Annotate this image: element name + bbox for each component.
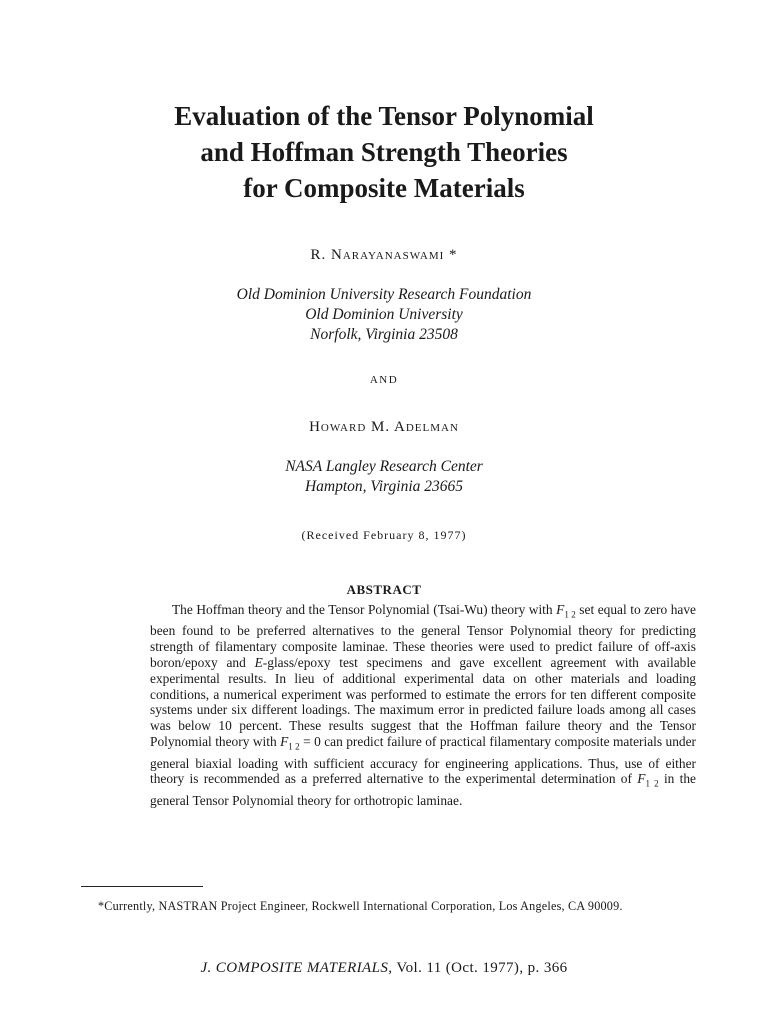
- abstract-text: set equal to zero have been found to be preferred alternatives to the general Tensor Polynomial theory for predicting strength of filamentary composite laminae. These theories were used to predict failure of off-axis boron/epoxy and: [150, 602, 697, 671]
- affiliation-line: Norfolk, Virginia 23508: [310, 326, 458, 343]
- abstract-text: The Hoffman theory and the Tensor Polynomial (Tsai-Wu) theory with: [172, 602, 553, 617]
- affiliation-line: Old Dominion University Research Foundation: [236, 286, 532, 303]
- author-name-2: Howard M. Adelman: [309, 419, 459, 435]
- abstract-heading: ABSTRACT: [346, 582, 422, 597]
- title-line: for Composite Materials: [243, 173, 525, 203]
- f12-symbol: $F_{1 2}$: [637, 771, 659, 789]
- footnote: *Currently, NASTRAN Project Engineer, Rockwell International Corporation, Los Angeles, CA 90009.: [98, 899, 623, 913]
- e-glass-symbol: E: [254, 655, 263, 671]
- journal-name: J. COMPOSITE MATERIALS,: [200, 960, 393, 976]
- affiliation-line: NASA Langley Research Center: [285, 458, 483, 475]
- author-affiliation-2: [60, 457, 708, 497]
- received-date: (Received February 8, 1977): [301, 528, 467, 542]
- paper-title: [60, 98, 708, 206]
- abstract-text: in the general Tensor Polynomial theory for orthotropic laminae.: [150, 771, 696, 808]
- author-affiliation-1: [60, 285, 708, 345]
- abstract-body: [150, 602, 696, 809]
- footnote-rule: [81, 886, 203, 887]
- title-line: Evaluation of the Tensor Polynomial: [174, 101, 594, 131]
- f12-symbol: $F_{1 2}$: [280, 734, 300, 752]
- journal-citation: [60, 960, 708, 977]
- author-conjunction: AND: [369, 374, 399, 386]
- f12-symbol: $F_{1 2}$: [556, 602, 576, 620]
- author-name-1: R. Narayanaswami *: [310, 247, 458, 263]
- abstract-text: -glass/epoxy test specimens and gave excellent agreement with available experimental results. In lieu of additional experimental data on other materials and loading conditions, a numerical experiment was performed to estimate the errors for ten different composite systems under six different loadings. The maximum error in predicted failure loads among all cases was below 10 percent. These results suggest that the Hoffman failure theory and the Tensor Polynomial theory with: [150, 655, 696, 750]
- affiliation-line: Old Dominion University: [305, 306, 463, 323]
- journal-details: Vol. 11 (Oct. 1977), p. 366: [396, 960, 568, 976]
- title-line: and Hoffman Strength Theories: [200, 137, 568, 167]
- abstract-text: = 0 can predict failure of practical filamentary composite materials under general biaxial loading with sufficient accuracy for engineering applications. Thus, use of either theory is recommended as a preferred alternative to the experimental determination of: [150, 734, 697, 787]
- affiliation-line: Hampton, Virginia 23665: [304, 478, 463, 495]
